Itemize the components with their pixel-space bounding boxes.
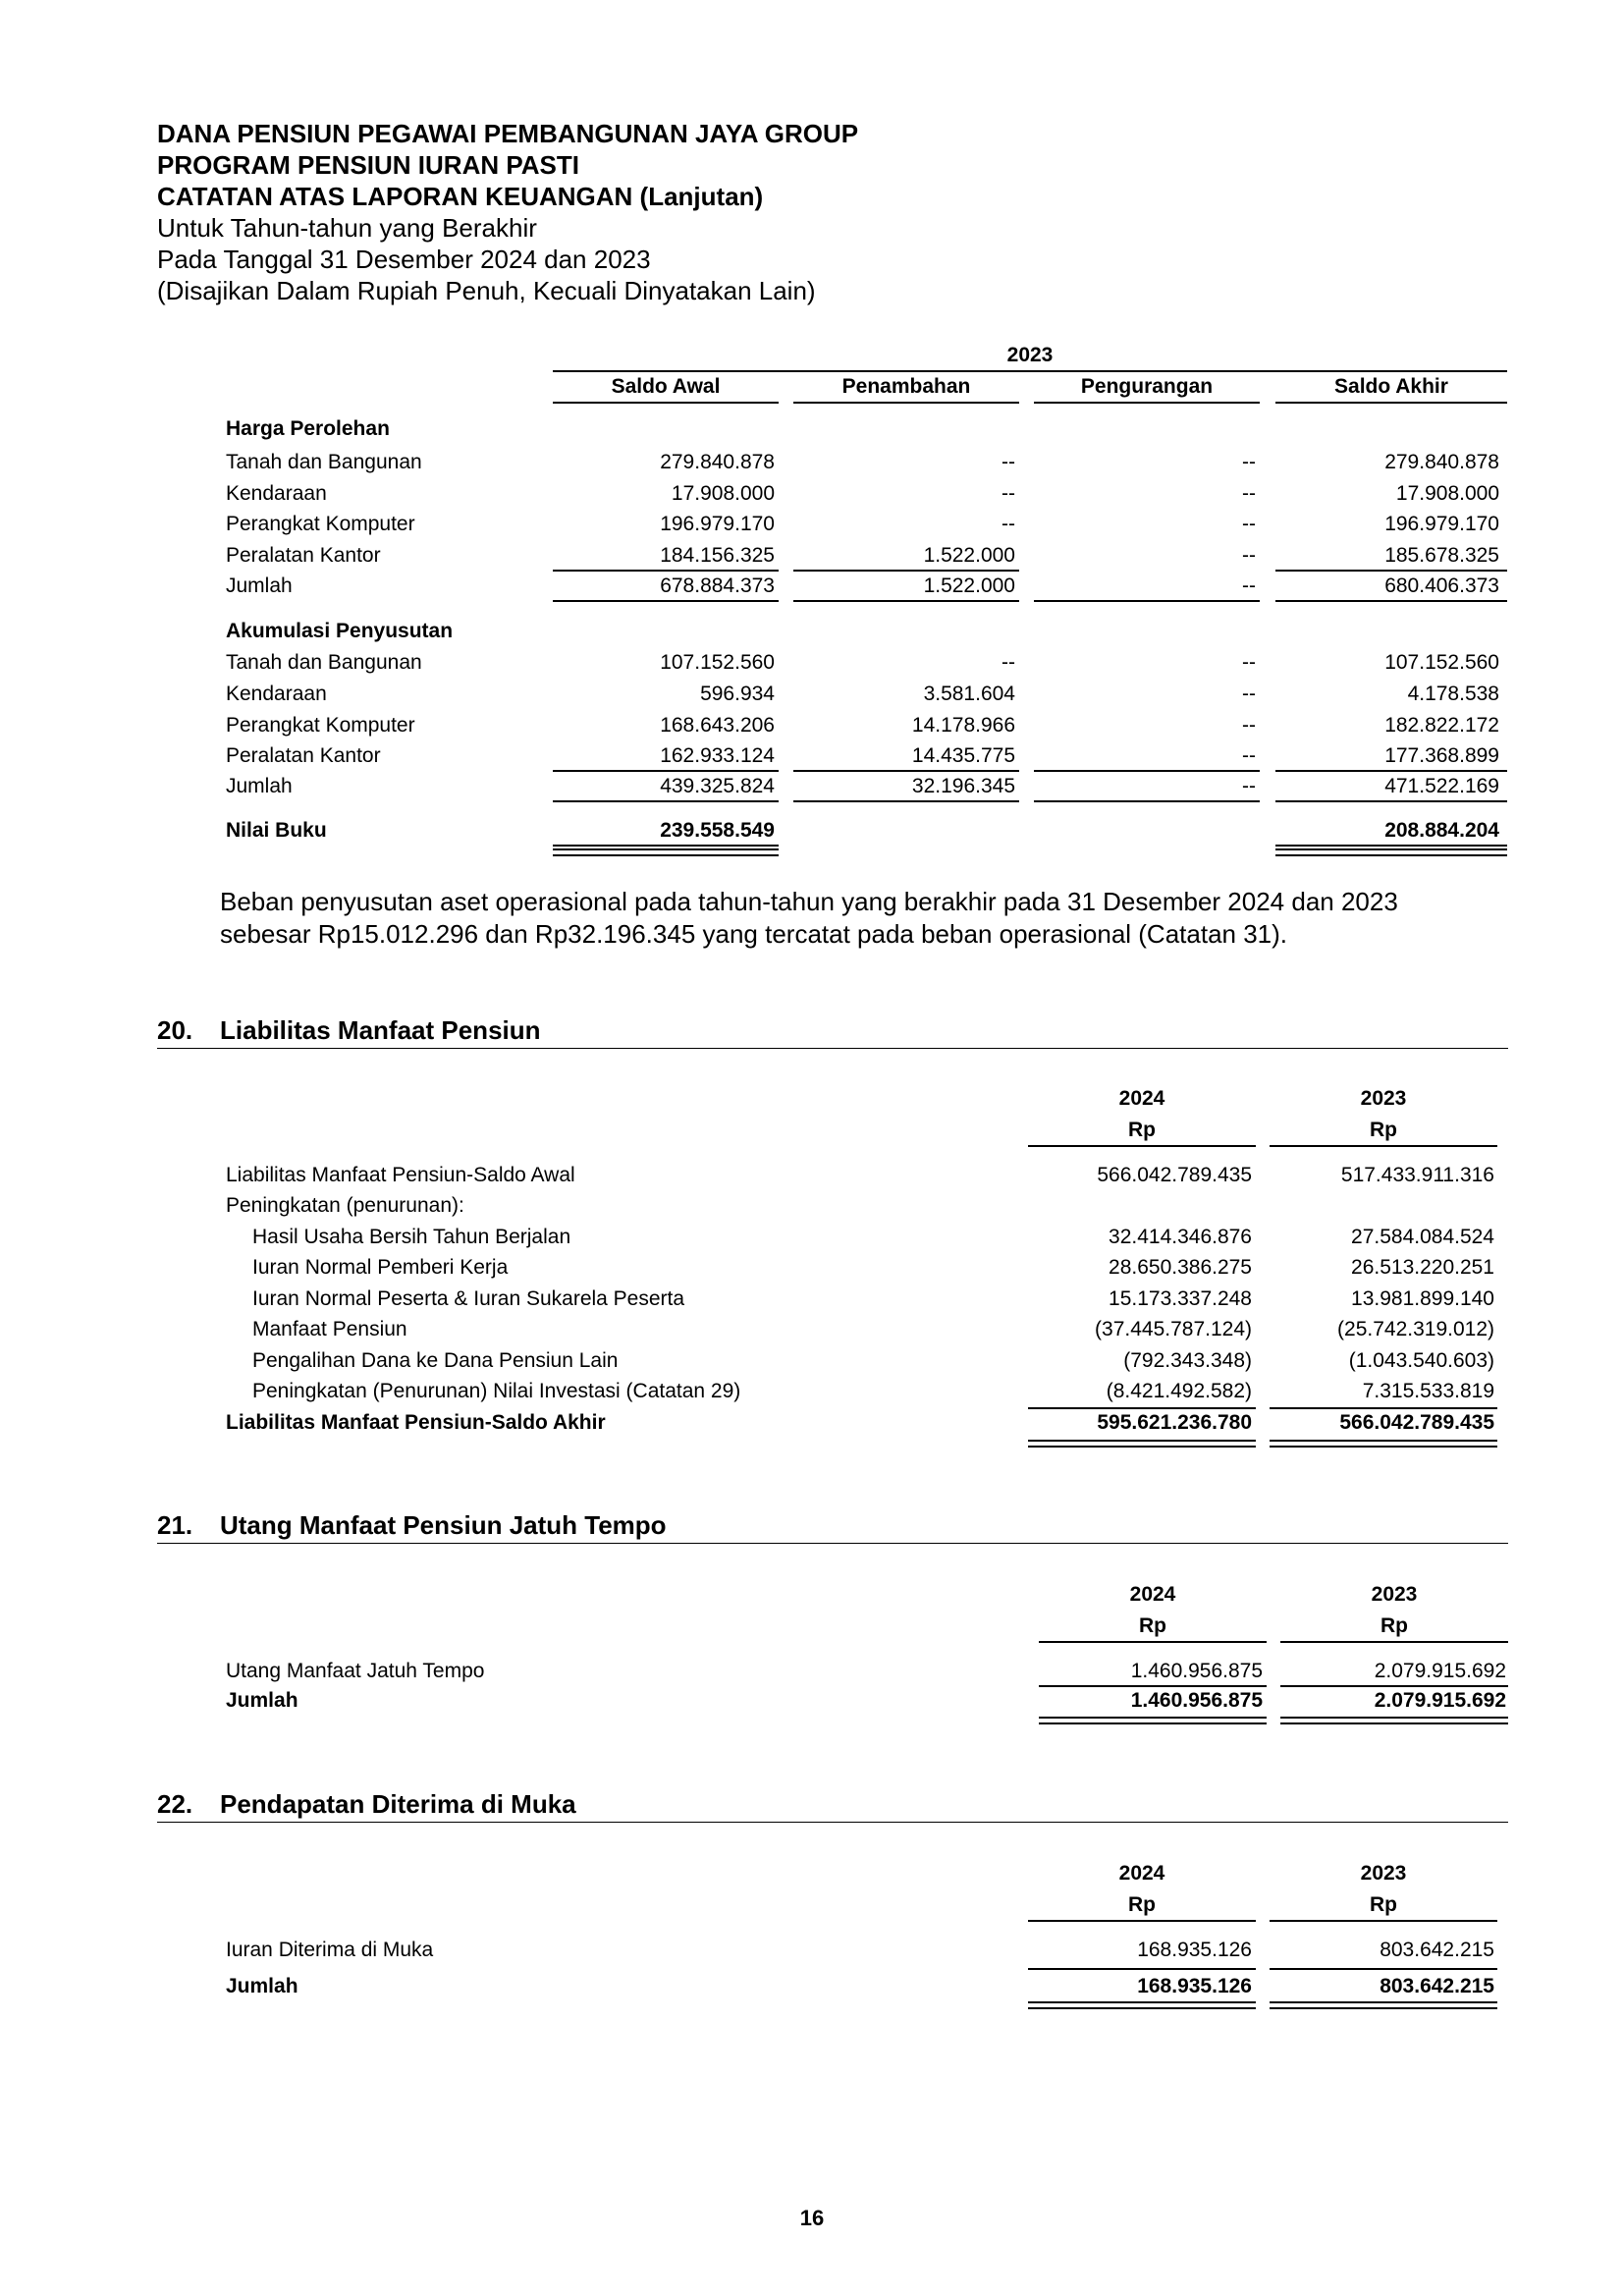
total-line [1275, 800, 1507, 802]
harga-perolehan-title: Harga Perolehan [226, 417, 390, 440]
grand-total-line [1275, 845, 1507, 847]
s21-unit: Rp [1139, 1614, 1166, 1637]
double-underline [1028, 1440, 1256, 1448]
col-saldo-akhir: Saldo Akhir [1334, 375, 1448, 398]
double-underline [1270, 1440, 1497, 1448]
double-underline [1280, 1717, 1508, 1724]
subtotal-line [1039, 1685, 1267, 1687]
header-underline [1028, 1145, 1256, 1147]
s20-year-2024: 2024 [1118, 1087, 1165, 1110]
subtotal-line [1275, 570, 1507, 572]
header-underline [1280, 1641, 1508, 1643]
double-underline [1028, 2001, 1256, 2009]
section-21-title: Utang Manfaat Pensiun Jatuh Tempo [220, 1510, 667, 1540]
col-underline [1275, 402, 1507, 404]
header-program: PROGRAM PENSIUN IURAN PASTI [157, 150, 579, 180]
page-number: 16 [799, 2206, 825, 2230]
total-line [1034, 600, 1260, 602]
total-line [1275, 600, 1507, 602]
s22-year-2023: 2023 [1360, 1862, 1407, 1885]
subtotal-line [553, 570, 779, 572]
header-period-2: Pada Tanggal 31 Desember 2024 dan 2023 [157, 245, 651, 274]
subtotal-line [1280, 1685, 1508, 1687]
subtotal-line [1028, 1968, 1256, 1970]
header-title: CATATAN ATAS LAPORAN KEUANGAN (Lanjutan) [157, 182, 764, 211]
header-underline [1028, 1920, 1256, 1922]
col-underline [553, 402, 779, 404]
col-underline [1034, 402, 1260, 404]
total-line [1034, 800, 1260, 802]
subtotal-line [793, 570, 1019, 572]
subtotal-line [553, 770, 779, 772]
header-period-1: Untuk Tahun-tahun yang Berakhir [157, 213, 537, 243]
col-underline [793, 402, 1019, 404]
subtotal-line [1028, 1407, 1256, 1409]
total-line [553, 600, 779, 602]
s22-unit: Rp [1128, 1893, 1156, 1916]
header-underline [1270, 1920, 1497, 1922]
double-underline [553, 848, 779, 856]
akumulasi-title: Akumulasi Penyusutan [226, 620, 454, 642]
section-22-title: Pendapatan Diterima di Muka [220, 1789, 576, 1819]
double-underline [1270, 2001, 1497, 2009]
grand-total-line [553, 845, 779, 847]
section-rule [157, 1048, 1508, 1049]
subtotal-line [1270, 1968, 1497, 1970]
asset-table-year: 2023 [1006, 344, 1054, 366]
header-company: DANA PENSIUN PEGAWAI PEMBANGUNAN JAYA GROUP [157, 119, 859, 148]
depreciation-note: Beban penyusutan aset operasional pada tahun-tahun yang berakhir pada 31 Desember 2024 dan 2023 sebesar Rp15.012.296 dan Rp32.196.345 yang tercatat pada beban operasional (Catatan 31). [220, 887, 1398, 949]
s22-year-2024: 2024 [1118, 1862, 1165, 1885]
subtotal-line [1034, 770, 1260, 772]
subtotal-line [1275, 770, 1507, 772]
s21-unit: Rp [1380, 1614, 1408, 1637]
section-21-heading: 21. Utang Manfaat Pensiun Jatuh Tempo [157, 1510, 667, 1540]
col-saldo-awal: Saldo Awal [611, 375, 721, 398]
section-20-title: Liabilitas Manfaat Pensiun [220, 1015, 541, 1045]
subtotal-line [793, 770, 1019, 772]
year-underline [553, 370, 1507, 372]
s20-unit: Rp [1128, 1119, 1156, 1141]
section-22-heading: 22. Pendapatan Diterima di Muka [157, 1789, 576, 1819]
report-header [157, 118, 858, 306]
header-currency-note: (Disajikan Dalam Rupiah Penuh, Kecuali Dinyatakan Lain) [157, 276, 816, 305]
s20-year-2023: 2023 [1360, 1087, 1407, 1110]
s21-year-2024: 2024 [1129, 1583, 1176, 1606]
header-underline [1039, 1641, 1267, 1643]
subtotal-line [1270, 1407, 1497, 1409]
total-line [553, 800, 779, 802]
total-line [793, 600, 1019, 602]
col-pengurangan: Pengurangan [1080, 375, 1214, 398]
s20-unit: Rp [1370, 1119, 1397, 1141]
section-20-heading: 20. Liabilitas Manfaat Pensiun [157, 1015, 541, 1045]
double-underline [1039, 1717, 1267, 1724]
header-underline [1270, 1145, 1497, 1147]
s21-year-2023: 2023 [1371, 1583, 1418, 1606]
section-rule [157, 1822, 1508, 1823]
s22-unit: Rp [1370, 1893, 1397, 1916]
total-line [793, 800, 1019, 802]
col-penambahan: Penambahan [841, 375, 971, 398]
section-rule [157, 1543, 1508, 1544]
double-underline [1275, 848, 1507, 856]
